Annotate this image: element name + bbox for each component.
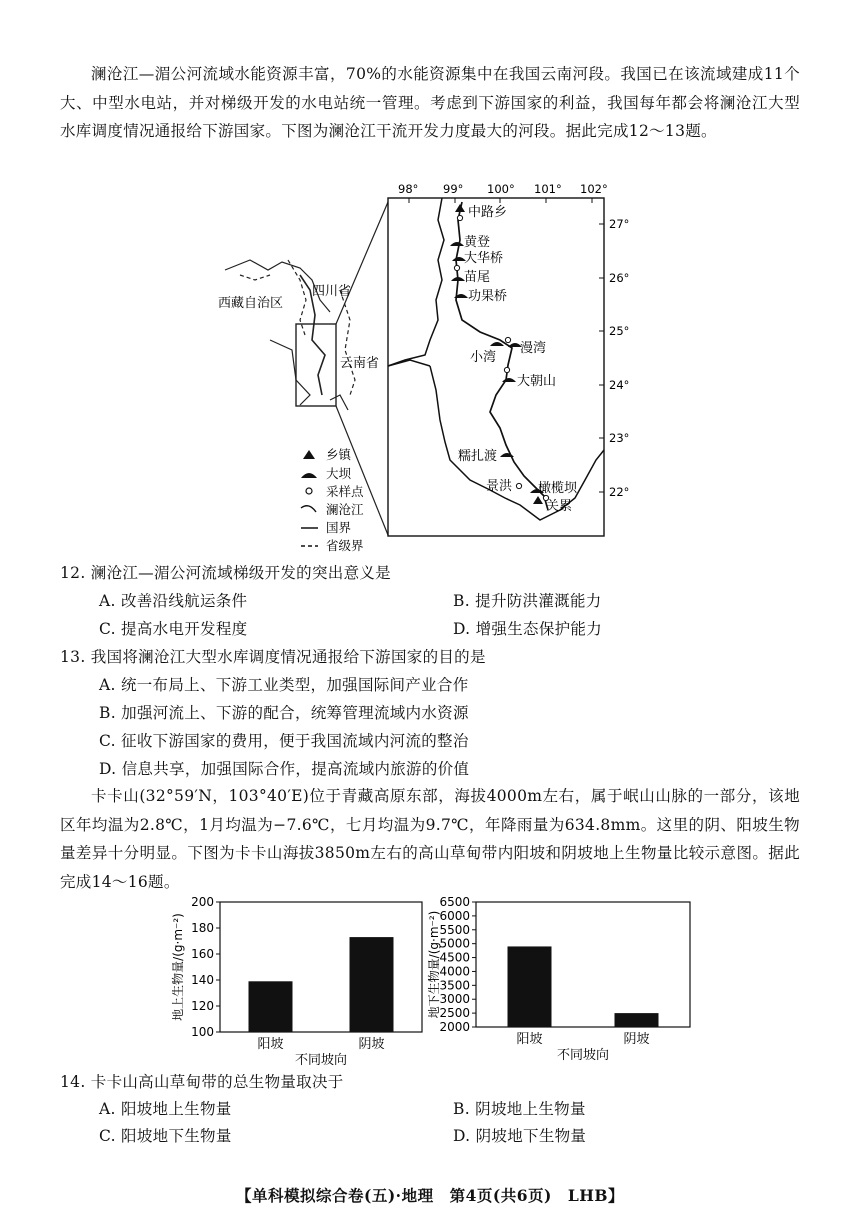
- label-tibet: 西藏自治区: [218, 296, 284, 311]
- y-tick-label: 100: [191, 1025, 214, 1039]
- legend-province: 省级界: [326, 538, 364, 553]
- detail-map: [388, 182, 629, 536]
- x-tick-label: 阳坡: [516, 1032, 543, 1047]
- q14-option-b[interactable]: B. 阴坡地上生物量: [453, 1100, 586, 1118]
- lat-22: 22°: [609, 485, 630, 499]
- y-tick-label: 200: [191, 895, 214, 909]
- chart-aboveground: [140, 892, 440, 1067]
- label-yunnan: 云南省: [340, 356, 380, 371]
- lat-23: 23°: [609, 431, 630, 445]
- q14-stem: 14. 卡卡山高山草甸带的总生物量取决于: [60, 1073, 344, 1091]
- place-zhonglu: 中路乡: [468, 205, 508, 220]
- x-axis-label: 不同坡向: [556, 1048, 610, 1063]
- place-ganlanba: 橄榄坝: [538, 481, 578, 496]
- y-tick-label: 3500: [439, 978, 470, 993]
- legend-river: 澜沧江: [326, 502, 364, 517]
- lat-25: 25°: [609, 324, 630, 338]
- y-tick-label: 5500: [439, 922, 470, 937]
- passage-1: 澜沧江—湄公河流域水能资源丰富，70%的水能资源集中在我国云南河段。我国已在该流域建成11个大、中型水电站，并对梯级开发的水电站统一管理。考虑到下游国家的利益，我国每年都会将澜沧江大型水库调度情况通报给下游国家。下图为澜沧江干流开发力度最大的河段。据此完成12～13题。: [60, 65, 800, 140]
- y-tick-label: 120: [191, 999, 214, 1013]
- q13-option-c[interactable]: C. 征收下游国家的费用，便于我国流域内河流的整治: [99, 732, 469, 750]
- y-tick-label: 3000: [439, 992, 470, 1007]
- q14-option-c[interactable]: C. 阳坡地下生物量: [99, 1127, 232, 1145]
- y-tick-label: 5000: [439, 936, 470, 951]
- x-tick-label: 阳坡: [257, 1037, 284, 1052]
- q12-stem: 12. 澜沧江—湄公河流域梯级开发的突出意义是: [60, 564, 391, 582]
- place-huangdeng: 黄登: [464, 235, 491, 250]
- legend-sample: 采样点: [326, 484, 364, 499]
- map-figure: [0, 180, 860, 560]
- lon-99: 99°: [443, 182, 464, 196]
- lon-100: 100°: [487, 182, 515, 196]
- q14-option-d[interactable]: D. 阴坡地下生物量: [453, 1127, 587, 1145]
- y-tick-label: 4000: [439, 964, 470, 979]
- q12-option-c[interactable]: C. 提高水电开发程度: [99, 620, 248, 638]
- q12-option-b[interactable]: B. 提升防洪灌溉能力: [453, 592, 602, 610]
- place-dahuaqiao: 大华桥: [464, 251, 504, 266]
- bar-阴坡: [615, 1013, 659, 1027]
- lon-98: 98°: [398, 182, 419, 196]
- place-dachaoshan: 大朝山: [517, 374, 557, 389]
- lon-101: 101°: [534, 182, 562, 196]
- place-miaowei: 苗尾: [464, 270, 491, 285]
- q13-option-b[interactable]: B. 加强河流上、下游的配合，统筹管理流域内水资源: [99, 704, 469, 722]
- y-axis-label: 地上生物量/(g·m⁻²): [171, 913, 185, 1021]
- passage-2: 卡卡山(32°59′N，103°40′E)位于青藏高原东部，海拔4000m左右，属于岷山山脉的一部分，该地区年均温为2.8℃，1月均温为−7.6℃，七月均温为9.7℃，年降雨量为634.8mm。这里的阴、阳坡生物量差异十分明显。下图为卡卡山海拔3850m左右的高山草甸带内阳坡和阴坡地上生物量比较示意图。据此完成14～16题。: [60, 787, 800, 891]
- legend-border: 国界: [326, 520, 352, 535]
- place-nuozhadu: 糯扎渡: [458, 449, 498, 464]
- x-axis-label: 不同坡向: [294, 1053, 348, 1067]
- q14-option-a[interactable]: A. 阳坡地上生物量: [99, 1100, 232, 1118]
- lon-102: 102°: [580, 182, 608, 196]
- map-legend: [301, 447, 364, 553]
- label-sichuan: 四川省: [312, 284, 352, 299]
- place-manwan: 漫湾: [520, 341, 547, 356]
- x-tick-label: 阴坡: [623, 1032, 650, 1047]
- place-jinghong: 景洪: [486, 479, 513, 494]
- y-tick-label: 2000: [439, 1020, 470, 1034]
- y-tick-label: 2500: [439, 1006, 470, 1021]
- y-tick-label: 4500: [439, 950, 470, 965]
- bar-阴坡: [350, 937, 394, 1032]
- page-footer: 【单科模拟综合卷(五)·地理 第4页(共6页) LHB】: [236, 1186, 624, 1205]
- lat-27: 27°: [609, 217, 630, 231]
- q13-option-a[interactable]: A. 统一布局上、下游工业类型，加强国际间产业合作: [99, 676, 469, 694]
- legend-dam: 大坝: [326, 466, 352, 481]
- y-tick-label: 160: [191, 947, 214, 961]
- q13-option-d[interactable]: D. 信息共享，加强国际合作，提高流域内旅游的价值: [99, 760, 470, 778]
- place-xiaowan: 小湾: [470, 350, 497, 365]
- q12-option-d[interactable]: D. 增强生态保护能力: [453, 620, 603, 638]
- y-tick-label: 6500: [439, 895, 470, 909]
- x-tick-label: 阴坡: [358, 1037, 385, 1052]
- y-tick-label: 180: [191, 921, 214, 935]
- y-axis-label: 地下生物量/(g·m⁻²): [427, 910, 441, 1019]
- q12-option-a[interactable]: A. 改善沿线航运条件: [99, 592, 248, 610]
- q13-stem: 13. 我国将澜沧江大型水库调度情况通报给下游国家的目的是: [60, 648, 486, 666]
- bar-阳坡: [508, 946, 552, 1027]
- place-guanlei: 关累: [546, 499, 573, 514]
- legend-town: 乡镇: [326, 447, 352, 462]
- y-tick-label: 6000: [439, 908, 470, 923]
- chart-belowground: [426, 892, 696, 1067]
- place-gongguoqiao: 功果桥: [468, 289, 508, 304]
- y-tick-label: 140: [191, 973, 214, 987]
- bar-阳坡: [249, 981, 293, 1032]
- lat-26: 26°: [609, 271, 630, 285]
- lat-24: 24°: [609, 378, 630, 392]
